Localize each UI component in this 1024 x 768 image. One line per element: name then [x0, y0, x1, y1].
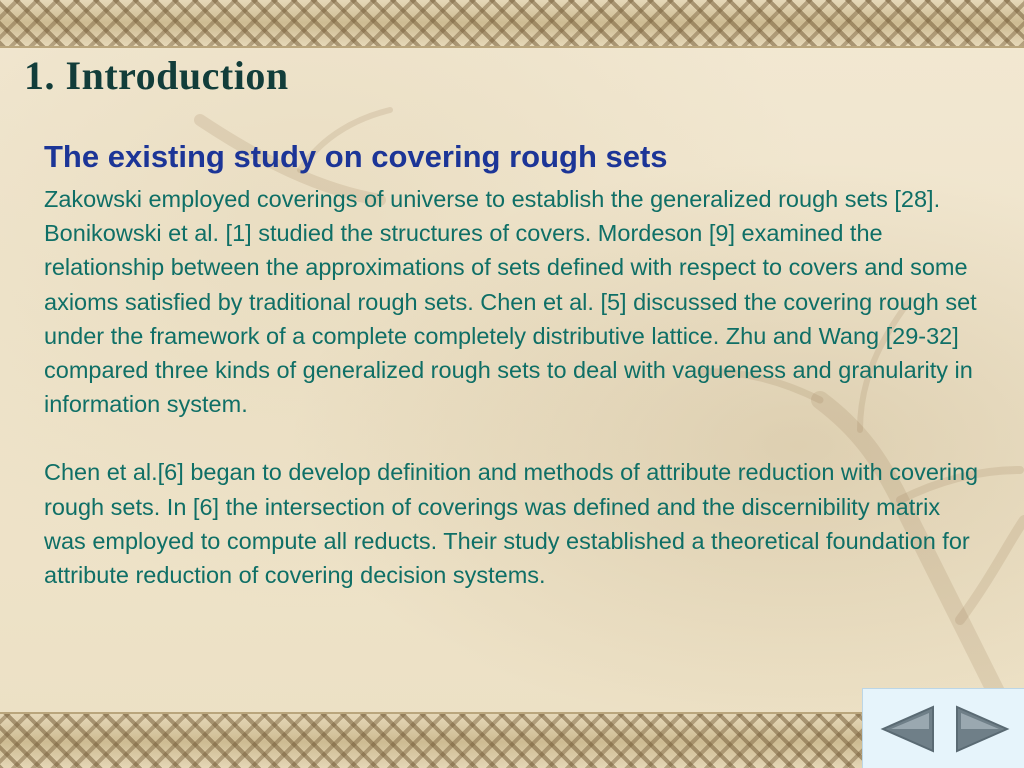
content-area — [44, 136, 984, 592]
body-paragraph-1: Zakowski employed coverings of universe to establish the generalized rough sets [28]. Bonikowski et al. [1] studied the structures of covers. Mordeson [9] examined the relationship between the approximations of sets defined with respect to covers and some axioms satisfied by traditional rough sets. Chen et al. [5] discussed the covering rough set under the framework of a complete completely distributive lattice. Zhu and Wang [29-32] compared three kinds of generalized rough sets to deal with vagueness and granularity in information system. — [44, 186, 977, 418]
triangle-right-icon — [953, 703, 1013, 755]
previous-slide-button[interactable] — [877, 703, 937, 755]
slide-title: 1. Introduction — [24, 53, 289, 98]
next-slide-button[interactable] — [953, 703, 1013, 755]
body-paragraph-2: Chen et al.[6] began to develop definition and methods of attribute reduction with covering rough sets. In [6] the intersection of coverings was defined and the discernibility matrix was employed to compute all reducts. Their study established a theoretical foundation for attribute reduction of covering decision systems. — [44, 459, 979, 589]
triangle-left-icon — [877, 703, 937, 755]
navigation-panel — [862, 688, 1024, 768]
section-subheading: The existing study on covering rough sets — [44, 139, 668, 174]
decorative-top-border — [0, 0, 1024, 48]
